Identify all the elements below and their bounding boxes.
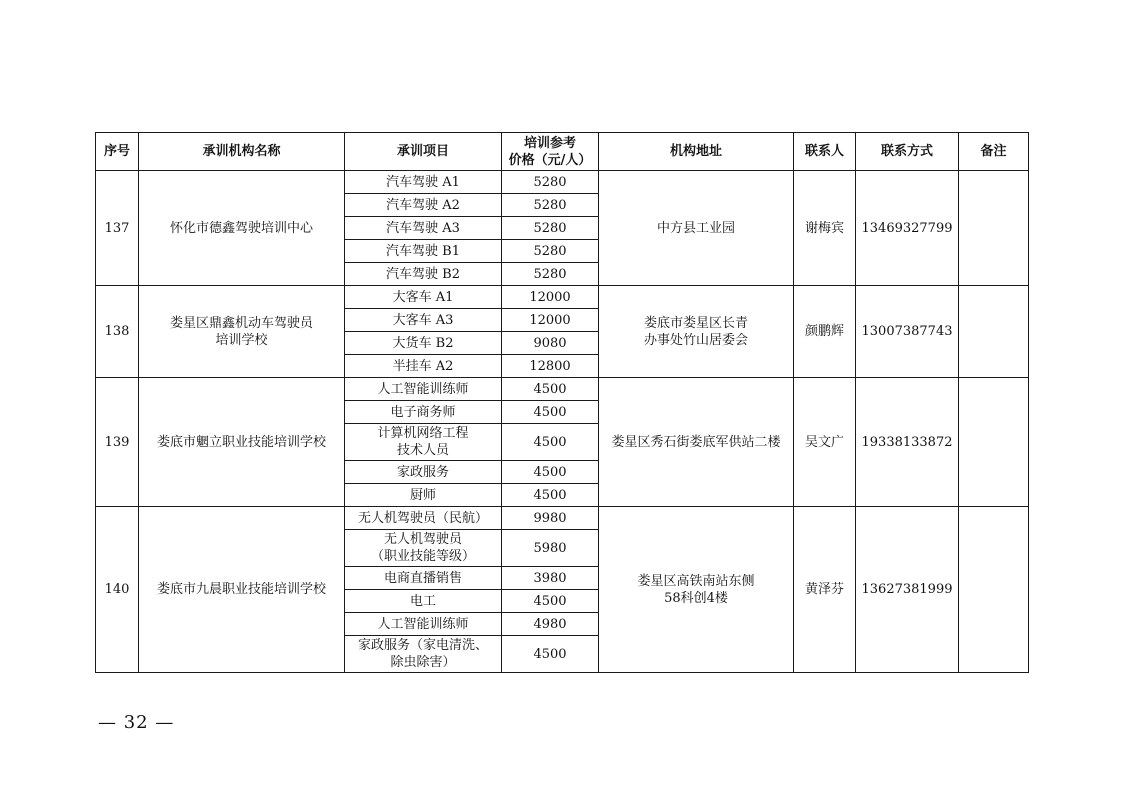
cell-contact: 黄泽芬 (794, 507, 856, 673)
cell-project: 计算机网络工程 技术人员 (345, 424, 502, 461)
cell-seq: 139 (96, 378, 139, 507)
cell-price: 4500 (502, 401, 599, 424)
cell-project: 人工智能训练师 (345, 613, 502, 636)
cell-price: 5280 (502, 217, 599, 240)
cell-project: 汽车驾驶 A2 (345, 194, 502, 217)
cell-org: 怀化市德鑫驾驶培训中心 (139, 171, 345, 286)
cell-phone: 13469327799 (856, 171, 959, 286)
cell-price: 9980 (502, 507, 599, 530)
cell-seq: 140 (96, 507, 139, 673)
cell-note (959, 378, 1029, 507)
cell-project: 厨师 (345, 484, 502, 507)
cell-price: 5280 (502, 263, 599, 286)
cell-project: 无人机驾驶员（民航） (345, 507, 502, 530)
cell-phone: 13007387743 (856, 286, 959, 378)
header-org: 承训机构名称 (139, 133, 345, 171)
cell-price: 4500 (502, 461, 599, 484)
cell-note (959, 286, 1029, 378)
cell-project: 汽车驾驶 B2 (345, 263, 502, 286)
cell-contact: 谢梅宾 (794, 171, 856, 286)
cell-project: 电工 (345, 590, 502, 613)
cell-org: 娄底市魍立职业技能培训学校 (139, 378, 345, 507)
cell-project: 大客车 A3 (345, 309, 502, 332)
cell-project: 家政服务（家电清洗、 除虫除害） (345, 636, 502, 673)
training-institution-table (95, 132, 1029, 673)
table-row (96, 286, 1029, 309)
cell-price: 4500 (502, 590, 599, 613)
cell-price: 4500 (502, 424, 599, 461)
cell-price: 12000 (502, 309, 599, 332)
cell-project: 大货车 B2 (345, 332, 502, 355)
cell-project: 家政服务 (345, 461, 502, 484)
cell-note (959, 171, 1029, 286)
cell-project: 电商直播销售 (345, 567, 502, 590)
cell-project: 大客车 A1 (345, 286, 502, 309)
cell-price: 3980 (502, 567, 599, 590)
header-address: 机构地址 (599, 133, 794, 171)
cell-price: 12800 (502, 355, 599, 378)
cell-price: 5280 (502, 240, 599, 263)
cell-project: 汽车驾驶 B1 (345, 240, 502, 263)
cell-address: 娄星区秀石街娄底军供站二楼 (599, 378, 794, 507)
header-price: 培训参考 价格（元/人） (502, 133, 599, 171)
cell-address: 娄星区高铁南站东侧 58科创4楼 (599, 507, 794, 673)
cell-price: 5280 (502, 194, 599, 217)
cell-project: 汽车驾驶 A3 (345, 217, 502, 240)
cell-project: 半挂车 A2 (345, 355, 502, 378)
cell-project: 汽车驾驶 A1 (345, 171, 502, 194)
cell-project: 人工智能训练师 (345, 378, 502, 401)
header-project: 承训项目 (345, 133, 502, 171)
cell-project: 无人机驾驶员 （职业技能等级） (345, 530, 502, 567)
cell-address: 娄底市娄星区长青 办事处竹山居委会 (599, 286, 794, 378)
cell-note (959, 507, 1029, 673)
table-row (96, 507, 1029, 530)
table-row (96, 378, 1029, 401)
cell-project: 电子商务师 (345, 401, 502, 424)
header-note: 备注 (959, 133, 1029, 171)
table-header-row (96, 133, 1029, 171)
cell-price: 4500 (502, 484, 599, 507)
cell-contact: 颜鹏辉 (794, 286, 856, 378)
cell-phone: 13627381999 (856, 507, 959, 673)
cell-org: 娄星区鼎鑫机动车驾驶员 培训学校 (139, 286, 345, 378)
cell-seq: 137 (96, 171, 139, 286)
cell-price: 5980 (502, 530, 599, 567)
header-phone: 联系方式 (856, 133, 959, 171)
header-contact: 联系人 (794, 133, 856, 171)
cell-seq: 138 (96, 286, 139, 378)
cell-price: 4500 (502, 378, 599, 401)
cell-address: 中方县工业园 (599, 171, 794, 286)
cell-price: 12000 (502, 286, 599, 309)
cell-org: 娄底市九晨职业技能培训学校 (139, 507, 345, 673)
cell-price: 4980 (502, 613, 599, 636)
page-number: — 32 — (98, 712, 175, 733)
table-row (96, 171, 1029, 194)
cell-price: 5280 (502, 171, 599, 194)
cell-contact: 吴文广 (794, 378, 856, 507)
cell-price: 9080 (502, 332, 599, 355)
header-seq: 序号 (96, 133, 139, 171)
cell-phone: 19338133872 (856, 378, 959, 507)
cell-price: 4500 (502, 636, 599, 673)
